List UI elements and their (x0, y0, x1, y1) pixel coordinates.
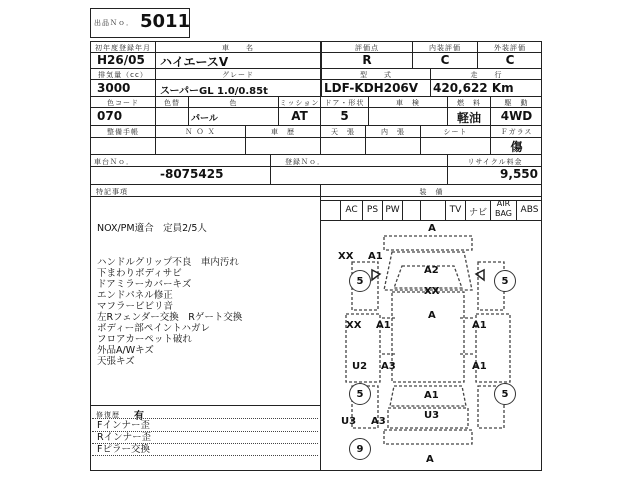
remark-line: 左Rフェンダー交換 Rゲート交換 (97, 312, 243, 323)
damage-rear-u3: U3 (424, 410, 440, 421)
dotted-line (92, 455, 318, 456)
damage-rear-left-a3: A3 (371, 416, 386, 427)
damage-hood-a1: A1 (368, 251, 383, 262)
remark-line: 下まわりボディサビ (97, 268, 182, 279)
drive-value: 4WD (500, 109, 533, 123)
maintenance-label: 整備手帳 (107, 128, 139, 136)
model-label: 型 式 (360, 71, 392, 79)
glass-value: 傷 (510, 140, 523, 154)
first-reg-value: H26/05 (97, 53, 145, 67)
equip-tv: TV (449, 205, 462, 215)
repair-label: 修復歴 (96, 411, 120, 419)
color-code-value: 070 (97, 109, 123, 123)
color-no-label: 色替 (164, 99, 180, 107)
grade-label: グレード (222, 71, 254, 79)
score-label: 評価点 (355, 44, 379, 52)
damage-rear-a1: A1 (424, 390, 439, 401)
recycle-value: 9,550 (500, 167, 538, 181)
damage-left-xx: XX (346, 320, 362, 331)
tire-rear-left: 5 (349, 383, 371, 405)
color-value: パール (191, 114, 218, 124)
exterior-label: 外装評価 (494, 44, 526, 52)
remarks-top: NOX/PM適合 定員2/5人 (97, 223, 207, 234)
damage-hood-xx: XX (338, 251, 354, 262)
damage-left-u2: U2 (352, 361, 368, 372)
score-value: R (362, 53, 372, 67)
model-value: LDF-KDH206V (324, 81, 419, 95)
vehicle-diagram (322, 222, 542, 470)
mission-value: AT (291, 109, 308, 123)
damage-right-a1-b: A1 (472, 361, 487, 372)
remark-line: 外品A/Wキズ (97, 345, 154, 356)
history-label: 車 歴 (271, 128, 295, 136)
fuel-value: 軽油 (456, 111, 481, 125)
remark-line: ドアミラーカバーキズ (97, 279, 192, 290)
displacement-label: 排気量（cc） (98, 71, 148, 79)
exterior-value: C (505, 53, 515, 67)
chassis-no-value: -8075425 (160, 167, 224, 181)
grade-value: スーパーGL 1.0/0.85t (160, 86, 268, 97)
seat-label: シート (443, 128, 468, 136)
v-line (320, 184, 321, 471)
lot-number: 5011 (140, 11, 191, 32)
damage-bottom-a: A (426, 454, 434, 465)
damage-rear-left-u3: U3 (341, 416, 357, 427)
repair-note: Fインナー歪 (97, 420, 150, 431)
equip-abs: ABS (520, 205, 539, 215)
remark-line: ボディー部ペイントハガレ (97, 323, 211, 334)
remark-line: ハンドルグリップ不良 車内汚れ (97, 257, 239, 268)
h-line (90, 405, 320, 406)
nox-label: Ｎ Ｏ Ｘ (185, 128, 216, 136)
interior-label: 内装評価 (429, 44, 461, 52)
damage-left-a3: A3 (381, 361, 396, 372)
mission-label: ミッション (279, 99, 320, 107)
h-line (90, 96, 542, 97)
mileage-label: 走 行 (470, 71, 503, 79)
chassis-no-label: 車台Ｎｏ． (94, 158, 134, 166)
h-line (320, 220, 542, 221)
v-line (402, 200, 403, 220)
tire-rear-right: 5 (494, 383, 516, 405)
remark-line: フロアカーペット破れ (97, 334, 192, 345)
v-line (420, 200, 421, 220)
equip-navi: ナビ (468, 208, 487, 218)
h-line (90, 184, 542, 185)
equip-airbag: AIR BAG (494, 199, 513, 218)
remark-line: エンドパネル修正 (97, 290, 173, 301)
damage-roof-a2: A2 (424, 265, 439, 276)
first-reg-label: 初年度登録年月 (95, 44, 151, 52)
reg-no-label: 登録Ｎｏ． (285, 158, 325, 166)
equip-ps: PS (366, 205, 379, 215)
remark-line: 天張キズ (97, 356, 135, 367)
doors-value: 5 (340, 109, 349, 123)
lot-label: 出品Ｎｏ． (94, 19, 134, 27)
tire-front-left: 5 (349, 270, 371, 292)
recycle-label: リサイクル料金 (467, 158, 523, 166)
displacement-value: 3000 (97, 81, 131, 95)
h-line (90, 137, 542, 138)
remark-line: マフラービビリ音 (97, 301, 174, 312)
car-name-value: ハイエースV (160, 55, 229, 69)
equipment-label: 装 備 (419, 188, 444, 196)
fuel-label: 燃 料 (457, 99, 481, 107)
repair-note: Fピラー交換 (97, 444, 150, 455)
damage-left-a1: A1 (376, 320, 391, 331)
v-line (270, 154, 271, 184)
dotted-line (92, 418, 318, 419)
tire-front-right: 5 (494, 270, 516, 292)
sunroof-label: 天 張 (331, 128, 355, 136)
color-code-label: 色コード (107, 99, 139, 107)
damage-front-top: A (428, 223, 436, 234)
capacity-label: 車 検 (396, 99, 420, 107)
spare-tire: 9 (349, 438, 371, 460)
color-label: 色 (229, 99, 238, 107)
equip-ac: AC (345, 205, 358, 215)
equip-pw: PW (385, 205, 400, 215)
aircon-label: 内 張 (381, 128, 405, 136)
mileage-value: 420,622 Km (433, 81, 514, 95)
repair-value: 有 (134, 411, 144, 422)
damage-right-a1: A1 (472, 320, 487, 331)
drive-label: 駆 動 (504, 99, 529, 107)
interior-value: C (440, 53, 450, 67)
repair-note: Rインナー歪 (97, 432, 152, 443)
damage-roof-xx: XX (424, 286, 440, 297)
car-name-label: 車 名 (222, 44, 254, 52)
h-line (90, 68, 542, 69)
damage-mid-a: A (428, 310, 436, 321)
notes-label: 特記事項 (96, 188, 128, 196)
glass-label: Ｆガラス (500, 128, 533, 136)
doors-label: ドア・形状 (324, 99, 365, 107)
h-line (90, 154, 542, 155)
